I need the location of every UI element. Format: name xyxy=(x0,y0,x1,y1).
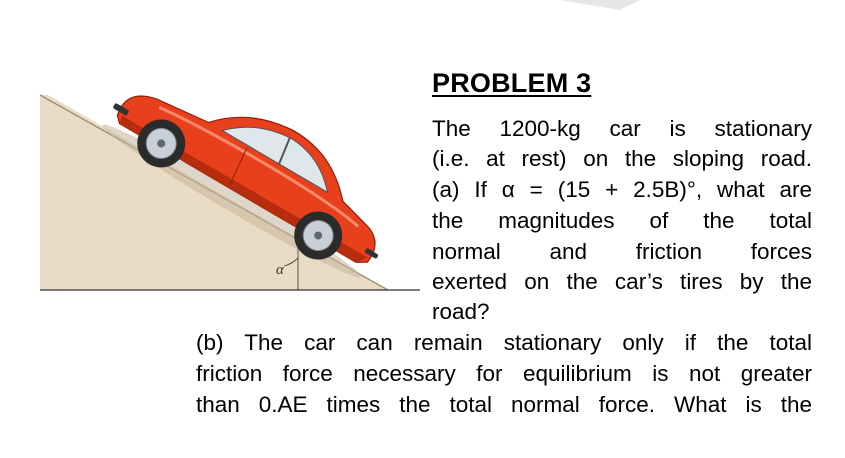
problem-text-line-4: the magnitudes of the total xyxy=(432,208,812,233)
part-b-line-1: (b) The car can remain stationary only if the total xyxy=(196,330,812,355)
problem-text-line-3: (a) If α = (15 + 2.5B)°, what are xyxy=(432,177,812,202)
page-corner-mark xyxy=(560,0,640,14)
angle-alpha-label: α xyxy=(276,262,284,278)
part-b-line-2: friction force necessary for equilibrium is not greater xyxy=(196,361,812,386)
problem-text-line-7: road? xyxy=(432,299,490,324)
part-b-line-3: than 0.AE times the total normal force. What is the xyxy=(196,392,812,417)
problem-text-line-2: (i.e. at rest) on the sloping road. xyxy=(432,146,812,171)
problem-text-line-6: exerted on the car’s tires by the xyxy=(432,269,812,294)
problem-title: PROBLEM 3 xyxy=(432,68,592,98)
problem-text-line-1: The 1200-kg car is stationary xyxy=(432,116,812,141)
incline-car-figure xyxy=(0,0,430,310)
problem-text-line-5: normal and friction forces xyxy=(432,239,812,264)
